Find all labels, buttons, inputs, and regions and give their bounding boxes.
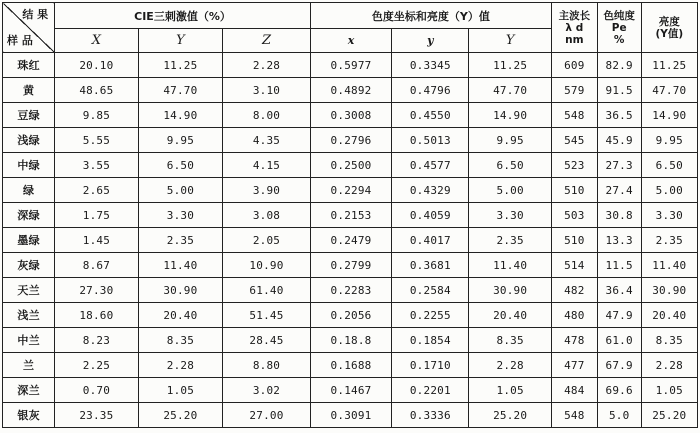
- cie-X-cell: 0.70: [55, 378, 138, 403]
- cie-Z-cell: 2.05: [223, 228, 311, 253]
- col-header-Y: Y: [138, 29, 223, 53]
- table-row: [3, 278, 698, 303]
- table-row: [3, 78, 698, 103]
- cie-Y-cell: 47.70: [138, 78, 223, 103]
- table-row: [3, 228, 698, 253]
- cie-Z-cell: 61.40: [223, 278, 311, 303]
- luminance-Y-cell: 1.05: [469, 378, 551, 403]
- cie-Y-cell: 3.30: [138, 203, 223, 228]
- chroma-x-cell: 0.2283: [310, 278, 391, 303]
- table-row: [3, 303, 698, 328]
- cie-Z-cell: 8.00: [223, 103, 311, 128]
- purity-cell: 45.9: [597, 128, 641, 153]
- cie-X-cell: 18.60: [55, 303, 138, 328]
- chroma-y-cell: 0.1854: [392, 328, 469, 353]
- corner-header-cell: [3, 3, 55, 53]
- cie-Z-cell: 27.00: [223, 403, 311, 428]
- cie-Y-cell: 11.25: [138, 53, 223, 78]
- cie-Z-cell: 3.90: [223, 178, 311, 203]
- dominant-wavelength-cell: 480: [551, 303, 597, 328]
- purity-cell: 82.9: [597, 53, 641, 78]
- luminance-Y-cell: 9.95: [469, 128, 551, 153]
- purity-symbol: Pe: [611, 21, 627, 34]
- chroma-x-cell: 0.1467: [310, 378, 391, 403]
- cie-group-header: CIE三刺激值（%）: [55, 3, 311, 29]
- luminance-Y-cell: 30.90: [469, 278, 551, 303]
- dominant-wavelength-cell: 503: [551, 203, 597, 228]
- chroma-x-cell: 0.3008: [310, 103, 391, 128]
- table-row: [3, 178, 698, 203]
- col-header-Y-brightness: Y: [469, 29, 551, 53]
- chroma-x-cell: 0.2796: [310, 128, 391, 153]
- dominant-wavelength-cell: 545: [551, 128, 597, 153]
- cie-Z-cell: 10.90: [223, 253, 311, 278]
- dominant-wavelength-cell: 548: [551, 103, 597, 128]
- sample-name-cell: 银灰: [3, 403, 55, 428]
- cie-Y-cell: 5.00: [138, 178, 223, 203]
- chroma-x-cell: 0.2479: [310, 228, 391, 253]
- dominant-wavelength-label: 主波长: [558, 9, 591, 22]
- purity-cell: 36.5: [597, 103, 641, 128]
- table-row: [3, 353, 698, 378]
- brightness-cell: 25.20: [641, 403, 697, 428]
- chroma-y-cell: 0.4577: [392, 153, 469, 178]
- chroma-y-cell: 0.2584: [392, 278, 469, 303]
- dominant-wavelength-cell: 478: [551, 328, 597, 353]
- table-body: [3, 53, 698, 428]
- cie-Z-cell: 4.35: [223, 128, 311, 153]
- col-header-y: y: [392, 29, 469, 53]
- chroma-y-cell: 0.3345: [392, 53, 469, 78]
- cie-X-cell: 1.45: [55, 228, 138, 253]
- cie-Z-cell: 8.80: [223, 353, 311, 378]
- chroma-group-header: 色度坐标和亮度（Y）值: [310, 3, 551, 29]
- brightness-cell: 2.28: [641, 353, 697, 378]
- luminance-Y-cell: 14.90: [469, 103, 551, 128]
- dominant-wavelength-cell: 477: [551, 353, 597, 378]
- cie-X-cell: 5.55: [55, 128, 138, 153]
- dominant-wavelength-cell: 548: [551, 403, 597, 428]
- chroma-y-cell: 0.4550: [392, 103, 469, 128]
- dominant-wavelength-cell: 514: [551, 253, 597, 278]
- brightness-label: 亮度: [658, 15, 680, 28]
- sample-name-cell: 浅兰: [3, 303, 55, 328]
- table-row: [3, 53, 698, 78]
- sample-name-cell: 绿: [3, 178, 55, 203]
- chroma-x-cell: 0.2153: [310, 203, 391, 228]
- cie-Y-cell: 11.40: [138, 253, 223, 278]
- sample-name-cell: 深兰: [3, 378, 55, 403]
- header-row-1: [3, 3, 698, 29]
- dominant-wavelength-cell: 579: [551, 78, 597, 103]
- sample-name-cell: 中绿: [3, 153, 55, 178]
- brightness-cell: 14.90: [641, 103, 697, 128]
- col-header-x: x: [310, 29, 391, 53]
- chroma-y-cell: 0.5013: [392, 128, 469, 153]
- cie-Z-cell: 3.02: [223, 378, 311, 403]
- purity-cell: 69.6: [597, 378, 641, 403]
- sample-name-cell: 天兰: [3, 278, 55, 303]
- sample-name-cell: 墨绿: [3, 228, 55, 253]
- sample-name-cell: 浅绿: [3, 128, 55, 153]
- cie-X-cell: 23.35: [55, 403, 138, 428]
- table-row: [3, 253, 698, 278]
- brightness-cell: 47.70: [641, 78, 697, 103]
- sample-name-cell: 中兰: [3, 328, 55, 353]
- cie-X-cell: 8.23: [55, 328, 138, 353]
- cie-X-cell: 27.30: [55, 278, 138, 303]
- dominant-wavelength-cell: 510: [551, 228, 597, 253]
- cie-Y-cell: 6.50: [138, 153, 223, 178]
- cie-X-cell: 1.75: [55, 203, 138, 228]
- sample-name-cell: 兰: [3, 353, 55, 378]
- brightness-header: [641, 3, 697, 53]
- brightness-cell: 5.00: [641, 178, 697, 203]
- color-measurement-table: [2, 2, 698, 428]
- dominant-wavelength-cell: 609: [551, 53, 597, 78]
- purity-header: [597, 3, 641, 53]
- chroma-x-cell: 0.1688: [310, 353, 391, 378]
- brightness-cell: 20.40: [641, 303, 697, 328]
- luminance-Y-cell: 6.50: [469, 153, 551, 178]
- chroma-y-cell: 0.4796: [392, 78, 469, 103]
- cie-X-cell: 48.65: [55, 78, 138, 103]
- luminance-Y-cell: 11.25: [469, 53, 551, 78]
- brightness-cell: 1.05: [641, 378, 697, 403]
- sample-name-cell: 豆绿: [3, 103, 55, 128]
- brightness-cell: 8.35: [641, 328, 697, 353]
- cie-Y-cell: 30.90: [138, 278, 223, 303]
- cie-Z-cell: 51.45: [223, 303, 311, 328]
- dominant-wavelength-unit: nm: [565, 33, 584, 46]
- cie-Y-cell: 8.35: [138, 328, 223, 353]
- cie-Y-cell: 25.20: [138, 403, 223, 428]
- cie-Y-cell: 14.90: [138, 103, 223, 128]
- purity-cell: 36.4: [597, 278, 641, 303]
- chroma-y-cell: 0.2255: [392, 303, 469, 328]
- luminance-Y-cell: 11.40: [469, 253, 551, 278]
- brightness-cell: 6.50: [641, 153, 697, 178]
- chroma-x-cell: 0.3091: [310, 403, 391, 428]
- table-row: [3, 128, 698, 153]
- col-header-Z: Z: [223, 29, 311, 53]
- luminance-Y-cell: 8.35: [469, 328, 551, 353]
- chroma-y-cell: 0.4059: [392, 203, 469, 228]
- chroma-y-cell: 0.3336: [392, 403, 469, 428]
- brightness-cell: 30.90: [641, 278, 697, 303]
- luminance-Y-cell: 5.00: [469, 178, 551, 203]
- dominant-wavelength-cell: 484: [551, 378, 597, 403]
- cie-Z-cell: 3.10: [223, 78, 311, 103]
- cie-Z-cell: 2.28: [223, 53, 311, 78]
- purity-label: 色纯度: [603, 9, 635, 22]
- table-row: [3, 203, 698, 228]
- purity-unit: %: [613, 33, 625, 46]
- sample-name-cell: 珠红: [3, 53, 55, 78]
- chroma-y-cell: 0.4329: [392, 178, 469, 203]
- chroma-y-cell: 0.3681: [392, 253, 469, 278]
- sample-name-cell: 黄: [3, 78, 55, 103]
- purity-cell: 11.5: [597, 253, 641, 278]
- cie-X-cell: 2.25: [55, 353, 138, 378]
- purity-cell: 27.4: [597, 178, 641, 203]
- chroma-x-cell: 0.5977: [310, 53, 391, 78]
- chroma-x-cell: 0.2056: [310, 303, 391, 328]
- cie-X-cell: 20.10: [55, 53, 138, 78]
- cie-Y-cell: 2.28: [138, 353, 223, 378]
- luminance-Y-cell: 25.20: [469, 403, 551, 428]
- chroma-x-cell: 0.2500: [310, 153, 391, 178]
- luminance-Y-cell: 20.40: [469, 303, 551, 328]
- purity-cell: 5.0: [597, 403, 641, 428]
- purity-cell: 30.8: [597, 203, 641, 228]
- chroma-y-cell: 0.2201: [392, 378, 469, 403]
- purity-cell: 13.3: [597, 228, 641, 253]
- table-row: [3, 328, 698, 353]
- table-row: [3, 378, 698, 403]
- brightness-cell: 11.25: [641, 53, 697, 78]
- chroma-x-cell: 0.2294: [310, 178, 391, 203]
- brightness-cell: 11.40: [641, 253, 697, 278]
- sample-name-cell: 灰绿: [3, 253, 55, 278]
- chroma-y-cell: 0.1710: [392, 353, 469, 378]
- cie-Y-cell: 9.95: [138, 128, 223, 153]
- brightness-cell: 9.95: [641, 128, 697, 153]
- cie-X-cell: 3.55: [55, 153, 138, 178]
- cie-Z-cell: 28.45: [223, 328, 311, 353]
- cie-Y-cell: 20.40: [138, 303, 223, 328]
- chroma-y-cell: 0.4017: [392, 228, 469, 253]
- brightness-cell: 2.35: [641, 228, 697, 253]
- cie-X-cell: 8.67: [55, 253, 138, 278]
- luminance-Y-cell: 3.30: [469, 203, 551, 228]
- purity-cell: 47.9: [597, 303, 641, 328]
- table-row: [3, 403, 698, 428]
- corner-top-label: 结 果: [22, 8, 49, 21]
- luminance-Y-cell: 47.70: [469, 78, 551, 103]
- chroma-x-cell: 0.4892: [310, 78, 391, 103]
- table-row: [3, 103, 698, 128]
- sample-name-cell: 深绿: [3, 203, 55, 228]
- brightness-sub-label: (Y值): [655, 27, 684, 40]
- luminance-Y-cell: 2.28: [469, 353, 551, 378]
- luminance-Y-cell: 2.35: [469, 228, 551, 253]
- purity-cell: 61.0: [597, 328, 641, 353]
- cie-Y-cell: 2.35: [138, 228, 223, 253]
- cie-X-cell: 2.65: [55, 178, 138, 203]
- dominant-wavelength-cell: 482: [551, 278, 597, 303]
- cie-X-cell: 9.85: [55, 103, 138, 128]
- cie-Y-cell: 1.05: [138, 378, 223, 403]
- dominant-wavelength-header: [551, 3, 597, 53]
- corner-bottom-label: 样 品: [7, 34, 33, 47]
- table-row: [3, 153, 698, 178]
- chroma-x-cell: 0.2799: [310, 253, 391, 278]
- cie-Z-cell: 4.15: [223, 153, 311, 178]
- chroma-x-cell: 0.18.8: [310, 328, 391, 353]
- purity-cell: 67.9: [597, 353, 641, 378]
- purity-cell: 27.3: [597, 153, 641, 178]
- dominant-wavelength-cell: 523: [551, 153, 597, 178]
- brightness-cell: 3.30: [641, 203, 697, 228]
- purity-cell: 91.5: [597, 78, 641, 103]
- col-header-X: X: [55, 29, 138, 53]
- dominant-wavelength-symbol: λ d: [565, 21, 584, 34]
- dominant-wavelength-cell: 510: [551, 178, 597, 203]
- cie-Z-cell: 3.08: [223, 203, 311, 228]
